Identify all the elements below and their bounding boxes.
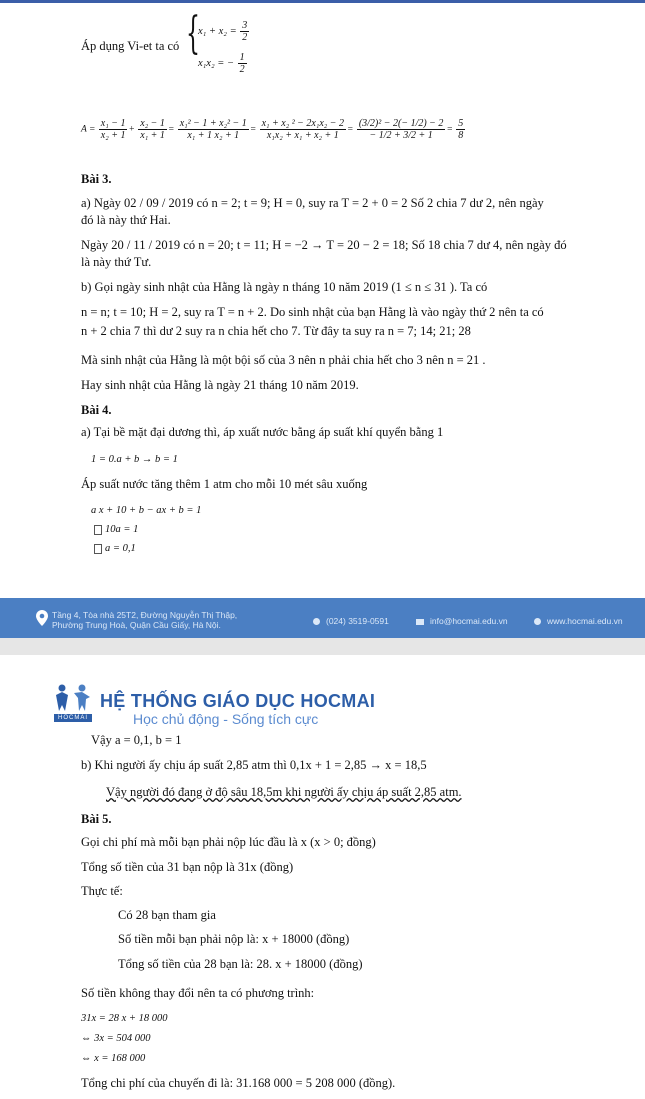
footer-address-line1: Tầng 4, Tòa nhà 25T2, Đường Nguyễn Thị Thập,	[52, 610, 238, 620]
bai4-a-eq2: a x + 10 + b − ax + b = 1	[91, 505, 202, 516]
vieta-intro: Áp dụng Vi-et ta có	[81, 39, 180, 53]
bai4-a-line2: Áp suất nước tăng thêm 1 atm cho mỗi 10 mét sâu xuống	[81, 477, 368, 491]
logo-tag: HOCMAI	[54, 714, 92, 722]
mail-icon	[416, 619, 424, 625]
brand-slogan: Học chủ động - Sống tích cực	[133, 711, 319, 727]
page-footer	[0, 598, 645, 638]
bai5-eq1: 31x = 28 x + 18 000	[81, 1013, 168, 1024]
bai3-b-line5: Hay sinh nhật của Hằng là ngày 21 tháng 10 năm 2019.	[81, 378, 359, 392]
bai4-result: Vậy a = 0,1, b = 1	[91, 733, 182, 747]
system-brace: {	[186, 8, 200, 59]
bai4-b-line: b) Khi người ấy chịu áp suất 2,85 atm thì 0,1x + 1 = 2,85 → x = 18,5	[81, 758, 427, 772]
bai4-a-eq4: a = 0,1	[91, 541, 136, 556]
bai5-line3: Thực tế:	[81, 884, 123, 898]
bai3-b0-line1: Ngày 20 / 11 / 2019 có n = 20; t = 11; H = −2 → T = 20 − 2 = 18; Số 18 chia 7 dư 4, nên ngày đó	[81, 238, 567, 252]
footer-email[interactable]: info@hocmai.edu.vn	[416, 616, 508, 626]
bai5-title: Bài 5.	[81, 812, 112, 826]
bai3-title: Bài 3.	[81, 172, 112, 186]
vieta-eq2: x₁x₂ = − $\frac{1}{2}$	[198, 52, 245, 75]
bai4-title: Bài 4.	[81, 403, 112, 417]
bai5-line6: Tổng số tiền của 28 bạn là: 28. x + 18000 (đồng)	[118, 957, 363, 971]
phone-icon	[313, 618, 320, 625]
bai3-b-line1: b) Gọi ngày sinh nhật của Hằng là ngày n tháng 10 năm 2019 (1 ≤ n ≤ 31 ). Ta có	[81, 280, 488, 294]
bai3-a-line2: đó là này thứ Hai.	[81, 213, 171, 227]
bai5-final: Tổng chi phí của chuyến đi là: 31.168 000 = 5 208 000 (đồng).	[81, 1076, 396, 1090]
bai5-line4: Có 28 bạn tham gia	[118, 908, 216, 922]
footer-phone[interactable]: (024) 3519-0591	[313, 616, 389, 626]
bai3-b-line4: Mà sinh nhật của Hằng là một bội số của 3 nên n phải chia hết cho 3 nên n = 21 .	[81, 353, 486, 367]
vieta-eq1: x₁ + x₂ = $\frac{3}{2}$	[198, 20, 248, 43]
footer-address	[52, 610, 237, 630]
bai4-a-line1: a) Tại bề mặt đại dương thì, áp xuất nước bằng áp suất khí quyển bằng 1	[81, 425, 444, 439]
bai3-b-line2: n = n; t = 10; H = 2, suy ra T = n + 2. Do sinh nhật của bạn Hằng là vào ngày thứ 2 nên ta có	[81, 305, 544, 319]
footer-website[interactable]: www.hocmai.edu.vn	[534, 616, 623, 626]
hocmai-logo-icon	[54, 683, 94, 713]
globe-icon	[534, 618, 541, 625]
bai5-line2: Tổng số tiền của 31 bạn nộp là 31x (đồng)	[81, 860, 294, 874]
bai3-a-line1: a) Ngày 02 / 09 / 2019 có n = 2; t = 9; H = 0, suy ra T = 2 + 0 = 2 Số 2 chia 7 dư 2, nên ngày	[81, 196, 544, 210]
footer-address-line2: Phường Trung Hoà, Quận Cầu Giấy, Hà Nội.	[52, 620, 221, 630]
bai4-a-eq1: 1 = 0.a + b → b = 1	[91, 454, 178, 465]
bai5-eq3: ⇔ x = 168 000	[81, 1053, 146, 1064]
bai3-b-line3: n + 2 chia 7 thì dư 2 suy ra n chia hết cho 7. Từ đây ta suy ra n = 7; 14; 21; 28	[81, 324, 471, 338]
bai5-eq2: ⇔ 3x = 504 000	[81, 1033, 151, 1044]
formula-a: A = $\frac{\text{x₁ − 1}}{\text{x₂ + 1}}$ + $\frac{\text{x₂ − 1}}{\text{x₁ + 1}}$ = $\frac{\text{x₁² − 1 + x₂² − 1}}{\text{x₁ + 1 x₂ + 1}}$ = $\frac{\text{x₁ + x₂ ² − 2x₁x₂ − 2}}{\text{x₁x₂ + x₁ + x₂ + 1}}$ = $\frac{\text{(3/2)² − 2(− 1/2) − 2}}{- 1/2 + 3/2 + 1}$ = $\frac{5}{8}$	[81, 118, 464, 141]
bai3-b0-line2: là này thứ Tư.	[81, 255, 152, 269]
top-accent-bar	[0, 0, 645, 3]
bai5-line7: Số tiền không thay đổi nên ta có phương trình:	[81, 986, 315, 1000]
brand-title: HỆ THỐNG GIÁO DỤC HOCMAI	[100, 691, 376, 711]
bai4-conclusion: Vậy người đó đang ở độ sâu 18,5m khi người ấy chịu áp suất 2,85 atm.	[106, 785, 462, 799]
bai5-line1: Gọi chi phí mà mỗi bạn phải nộp lúc đầu là x (x > 0; đồng)	[81, 835, 376, 849]
document-page-2	[0, 655, 645, 1099]
location-pin-icon	[36, 610, 48, 626]
bai5-line5: Số tiền mỗi bạn phải nộp là: x + 18000 (đồng)	[118, 932, 350, 946]
bai4-a-eq3: 10a = 1	[91, 522, 138, 537]
